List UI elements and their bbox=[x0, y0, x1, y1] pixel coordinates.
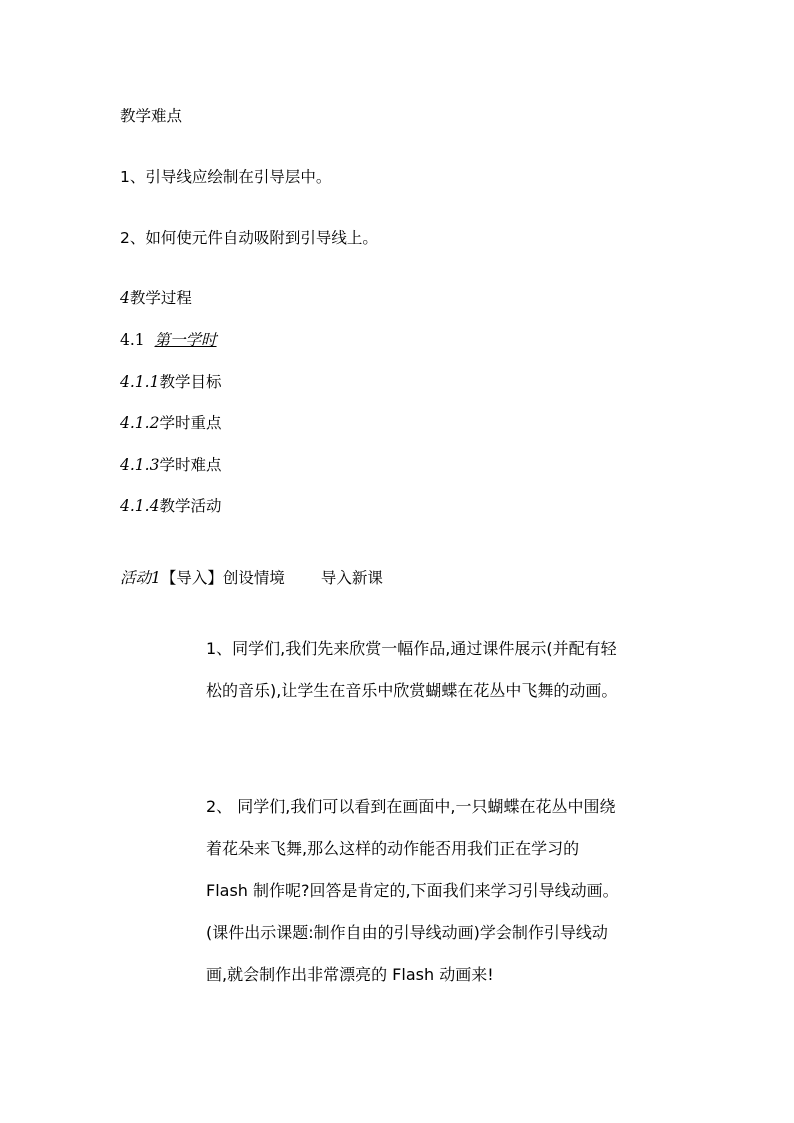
activity-label: 活动 bbox=[120, 569, 152, 587]
heading-process bbox=[120, 288, 192, 308]
heading-process-title: 教学过程 bbox=[129, 289, 192, 307]
heading-4-1-2-title: 学时重点 bbox=[159, 414, 222, 432]
heading-4-1-3-title: 学时难点 bbox=[159, 456, 222, 474]
paragraph-1-line-1: 1、同学们,我们先来欣赏一幅作品,通过课件展示(并配有轻 bbox=[206, 639, 617, 658]
paragraph-1-line-2: 松的音乐),让学生在音乐中欣赏蝴蝶在花丛中飞舞的动画。 bbox=[206, 681, 618, 700]
heading-4-1-2 bbox=[120, 413, 221, 433]
heading-4-1-1-number: 4.1.1 bbox=[120, 373, 160, 391]
paragraph-1 bbox=[206, 628, 686, 712]
paragraph-2-line-1: 2、 同学们,我们可以看到在画面中,一只蝴蝶在花丛中围绕 bbox=[206, 797, 616, 816]
heading-4-1-2-number: 4.1.2 bbox=[120, 414, 160, 432]
section-title-difficulty: 教学难点 bbox=[120, 107, 183, 125]
activity-name-a: 创设情境 bbox=[222, 569, 285, 587]
paragraph-2-line-4: (课件出示课题:制作自由的引导线动画)学会制作引导线动 bbox=[206, 923, 608, 942]
heading-lesson-1 bbox=[120, 330, 217, 350]
activity-number: 1 bbox=[151, 569, 161, 587]
activity-name-b: 导入新课 bbox=[320, 569, 383, 587]
activity-tag: 【导入】 bbox=[160, 569, 223, 587]
paragraph-2 bbox=[206, 786, 686, 996]
heading-4-1-4 bbox=[120, 496, 221, 516]
heading-lesson-1-number: 4.1 bbox=[120, 331, 145, 349]
heading-4-1-1 bbox=[120, 372, 221, 392]
paragraph-2-line-3: Flash 制作呢?回答是肯定的,下面我们来学习引导线动画。 bbox=[206, 881, 619, 900]
heading-4-1-1-title: 教学目标 bbox=[159, 373, 222, 391]
difficulty-item-2: 2、如何使元件自动吸附到引导线上。 bbox=[120, 229, 378, 247]
paragraph-2-line-2: 着花朵来飞舞,那么这样的动作能否用我们正在学习的 bbox=[206, 839, 580, 858]
heading-4-1-4-number: 4.1.4 bbox=[120, 497, 160, 515]
paragraph-2-line-5: 画,就会制作出非常漂亮的 Flash 动画来! bbox=[206, 965, 494, 984]
heading-4-1-3 bbox=[120, 455, 221, 475]
heading-4-1-4-title: 教学活动 bbox=[159, 497, 222, 515]
difficulty-item-1: 1、引导线应绘制在引导层中。 bbox=[120, 168, 332, 186]
heading-4-1-3-number: 4.1.3 bbox=[120, 456, 160, 474]
heading-lesson-1-title: 第一学时 bbox=[154, 331, 217, 349]
activity-heading bbox=[120, 568, 383, 588]
heading-process-number: 4 bbox=[120, 289, 130, 307]
